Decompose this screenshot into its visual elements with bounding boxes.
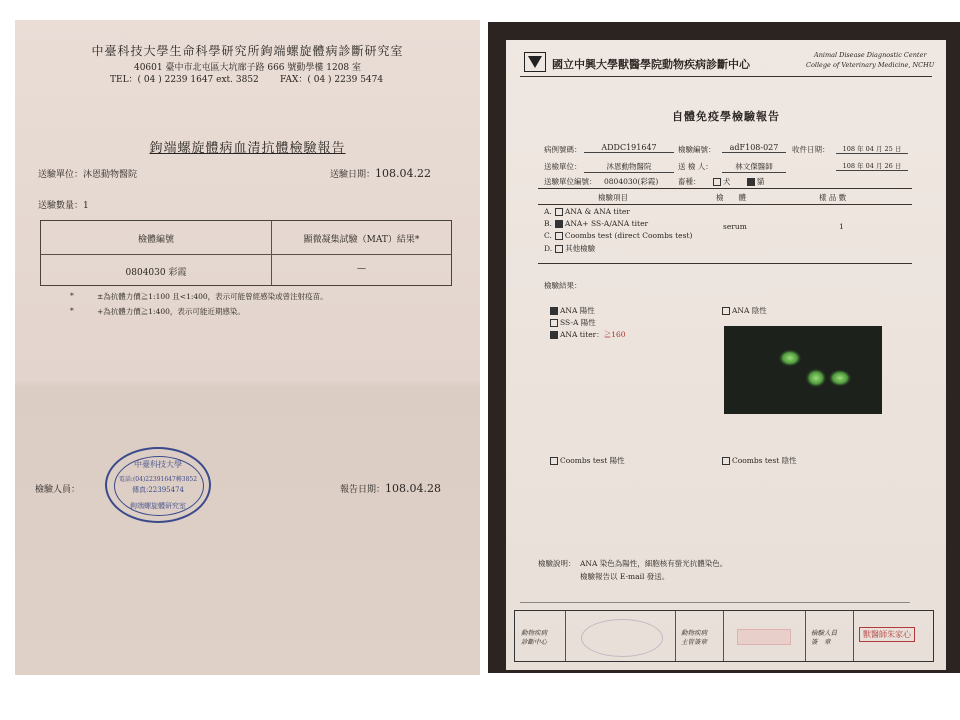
- sender-label: 送檢單位：: [544, 162, 582, 171]
- sample-count-field: [38, 198, 89, 211]
- coombs-positive-checkbox: [550, 457, 558, 465]
- test-item-label: Coombs test (direct Coombs test): [564, 231, 693, 240]
- report-title: 鉤端螺旋體病血清抗體檢驗報告: [149, 141, 346, 156]
- coombs-negative-item: [722, 455, 797, 466]
- note-2: +為抗體力價≧1:400，表示可能近期感染。: [97, 307, 245, 316]
- remark-line-1: ANA 染色為陽性，細胞核有螢光抗體染色。: [580, 559, 728, 568]
- note-1-mark: *: [70, 291, 74, 300]
- test-item-letter: C.: [544, 231, 552, 240]
- test-item-label: 其他檢驗: [565, 244, 596, 253]
- test-item-checkbox: [555, 245, 563, 253]
- results-label: 檢驗結果：: [544, 281, 582, 290]
- note-2-mark: *: [70, 306, 74, 315]
- col-test-item: 檢驗項目: [598, 193, 628, 202]
- report-date-value: 108.04.28: [385, 482, 441, 495]
- remark-line-2: 檢驗報告以 E-mail 發送。: [580, 572, 670, 581]
- stamp-bottom-text: 鉤端螺旋體研究室: [130, 502, 186, 510]
- sender-value: 沐恩動物醫院: [584, 161, 674, 173]
- signature-table: [514, 610, 934, 662]
- dog-checkbox: [713, 178, 721, 186]
- submit-date-field: [330, 167, 431, 180]
- sender-field: [38, 167, 137, 180]
- center-logo-icon: [524, 52, 546, 72]
- stamp-fax: 傳真:22395474: [132, 486, 184, 494]
- test-item-letter: D.: [544, 244, 553, 253]
- coombs-negative-checkbox: [722, 457, 730, 465]
- ana-titer-label: ANA titer：: [560, 330, 604, 339]
- specimen-type: serum: [723, 222, 747, 231]
- stamp-phone: 電話:(04)22391647轉3852: [118, 476, 198, 483]
- faded-center-stamp: [581, 619, 663, 657]
- inspector-signature-seal: 獸醫師朱家心: [859, 627, 915, 642]
- dog-label: 犬: [722, 177, 731, 186]
- report-date-label: 報告日期：: [340, 485, 386, 495]
- cat-label: 貓: [756, 177, 765, 186]
- ana-positive-item: [550, 305, 595, 316]
- footer-inspector-label: 檢驗人員 簽 章: [811, 629, 837, 646]
- report-date-field: [340, 482, 441, 495]
- animal-type-label: 畜種：: [678, 177, 701, 186]
- ssa-positive-item: [550, 317, 596, 328]
- test-item: [544, 219, 648, 228]
- coombs-positive-item: [550, 455, 625, 466]
- footer-supervisor-label: 動物疾病 主管簽章: [681, 629, 707, 646]
- test-item-letter: B.: [544, 219, 552, 228]
- ana-positive-label: ANA 陽性: [560, 306, 595, 315]
- center-name-en-1: Animal Disease Diagnostic Center: [814, 51, 927, 59]
- test-item-checkbox: [555, 220, 563, 228]
- sender-value: 沐恩動物醫院: [83, 170, 138, 180]
- ssa-positive-checkbox: [550, 319, 558, 327]
- table-header-specimen-id: 檢體編號: [137, 235, 174, 245]
- sample-count-value: 1: [83, 201, 89, 211]
- specimen-id-label: 送驗單位編號：: [544, 177, 597, 186]
- test-id-value: adF108-027: [722, 143, 786, 153]
- submit-date-value: 108.04.22: [375, 167, 431, 180]
- col-specimen: 檢 體: [716, 193, 746, 202]
- ana-negative-label: ANA 陰性: [732, 306, 767, 315]
- receive-date-value: 108 年 04 月 25 日: [836, 144, 908, 154]
- lab-stamp: [105, 447, 211, 523]
- test-item-label: ANA+ SS-A/ANA titer: [564, 219, 649, 228]
- test-item: [544, 207, 630, 216]
- test-item-checkbox: [555, 208, 563, 216]
- stamp-top-text: 中臺科技大學: [134, 460, 182, 469]
- submit-date-value: 108 年 04 月 26 日: [836, 161, 908, 171]
- sender-label: 送驗單位：: [38, 170, 84, 180]
- supervisor-seal: [737, 629, 791, 645]
- test-item-label: ANA & ANA titer: [564, 207, 630, 216]
- ana-negative-checkbox: [722, 307, 730, 315]
- ana-titer-item: [550, 329, 626, 340]
- ana-titer-value: ≧160: [603, 330, 626, 339]
- institute-tel: TEL：( 04 ) 2239 1647 ext. 3852: [110, 75, 259, 85]
- ana-negative-item: [722, 305, 767, 316]
- report-title: 自體免疫學檢驗報告: [672, 110, 780, 123]
- leptospirosis-report-page: [15, 20, 480, 675]
- center-name: 國立中興大學獸醫學院動物疾病診斷中心: [552, 58, 750, 71]
- autoimmune-report-page: [506, 40, 946, 670]
- ana-positive-checkbox: [550, 307, 558, 315]
- case-number-label: 病例號碼：: [544, 145, 582, 154]
- autoimmune-report-background: [488, 22, 960, 673]
- footer-center-label: 動物疾病 診斷中心: [521, 629, 547, 646]
- test-id-label: 檢驗編號：: [678, 145, 716, 154]
- remark-label: 檢驗說明：: [538, 559, 576, 568]
- case-number-value: ADDC191647: [584, 143, 674, 153]
- inspector-label: 檢驗人員：: [35, 485, 81, 495]
- table-header-mat-result: 顯微凝集試驗（MAT）結果*: [303, 235, 420, 245]
- animal-type-field: [678, 176, 764, 187]
- cat-checkbox: [747, 178, 755, 186]
- result-table: [40, 220, 452, 286]
- table-cell-specimen-id: 0804030 彩霞: [125, 268, 187, 278]
- center-name-en-2: College of Veterinary Medicine, NCHU: [806, 61, 935, 69]
- institute-name: 中臺科技大學生命科學研究所鉤端螺旋體病診斷研究室: [91, 44, 404, 58]
- test-item: [544, 243, 595, 254]
- note-1: ±為抗體力價≧1:100 且<1:400，表示可能曾經感染或曾注射疫苗。: [97, 292, 328, 301]
- submit-date-label: 送驗日期：: [330, 170, 376, 180]
- test-item: [544, 231, 692, 240]
- submitter-value: 林文傑醫師: [722, 161, 786, 173]
- fluorescence-image: [724, 326, 882, 414]
- table-cell-mat-result: —: [357, 264, 366, 274]
- test-item-checkbox: [555, 232, 563, 240]
- receive-date-label: 收件日期：: [792, 145, 830, 154]
- col-sample-count: 樣 品 數: [819, 193, 847, 202]
- ana-titer-checkbox: [550, 331, 558, 339]
- coombs-positive-label: Coombs test 陽性: [560, 456, 625, 465]
- sample-count-label: 送驗數量：: [38, 201, 84, 211]
- coombs-negative-label: Coombs test 陰性: [732, 456, 797, 465]
- institute-address: 40601 臺中市北屯區大坑廍子路 666 號動學樓 1208 室: [133, 63, 362, 73]
- test-item-letter: A.: [544, 207, 552, 216]
- ssa-positive-label: SS-A 陽性: [560, 318, 596, 327]
- submitter-label: 送 檢 人：: [678, 162, 713, 171]
- sample-count: 1: [839, 222, 844, 231]
- institute-fax: FAX：( 04 ) 2239 5474: [280, 75, 384, 85]
- specimen-id-value: 0804030(彩霞): [604, 177, 659, 186]
